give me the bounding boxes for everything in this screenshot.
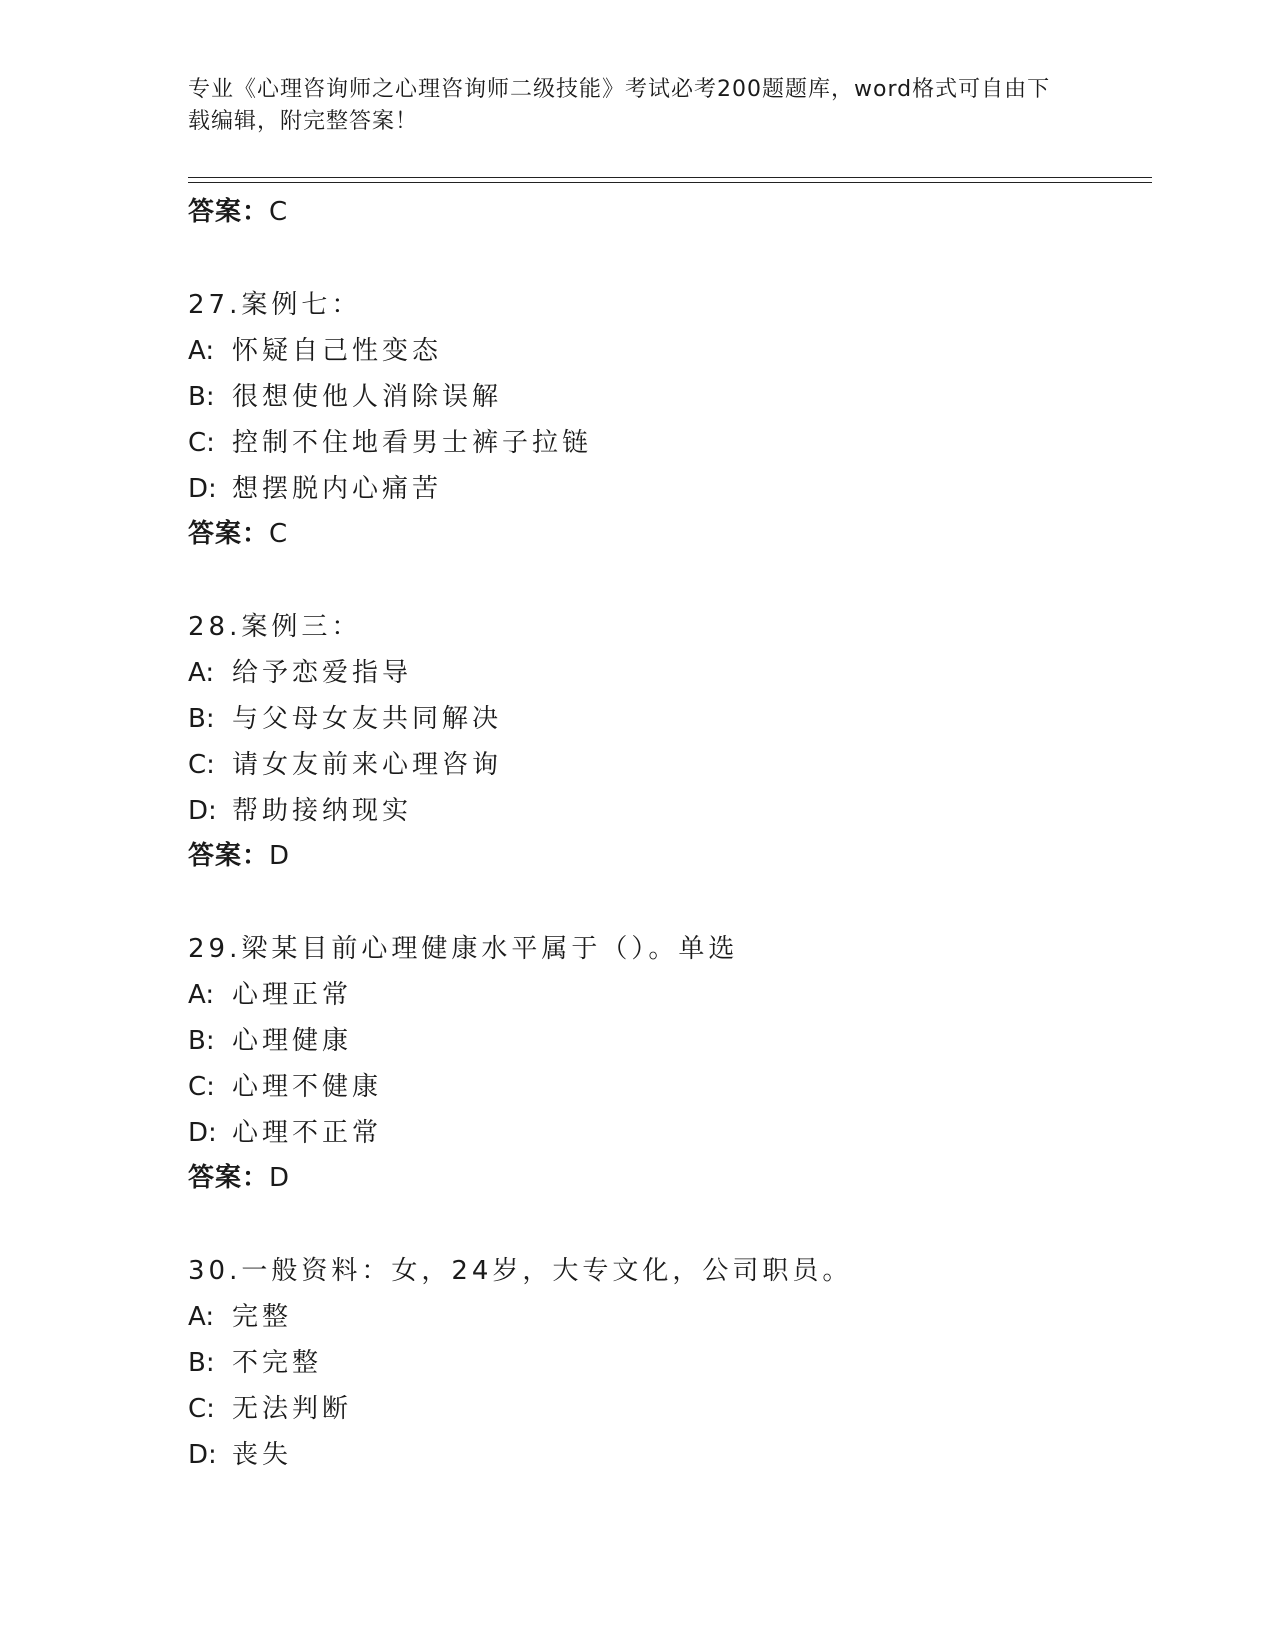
answer-value: C [269, 519, 289, 549]
option-text: 怀疑自己性变态 [232, 336, 443, 366]
answer-value: D [269, 841, 291, 871]
question-block [188, 282, 1148, 556]
option-b [188, 1340, 1148, 1386]
option-key: D: [188, 474, 217, 504]
answer-value: C [269, 197, 289, 227]
answer-line [188, 190, 1148, 234]
option-c [188, 1064, 1148, 1110]
option-key: C: [188, 1394, 215, 1424]
answer-label: 答案： [188, 1163, 270, 1193]
option-text: 心理正常 [232, 980, 353, 1010]
question-block [188, 926, 1148, 1200]
question-title: 30.一般资料：女，24岁，大专文化，公司职员。 [188, 1256, 853, 1286]
option-text: 无法判断 [232, 1394, 353, 1424]
option-a [188, 328, 1148, 374]
option-key: A: [188, 658, 215, 688]
option-key: A: [188, 1302, 215, 1332]
option-d [188, 466, 1148, 512]
option-c [188, 420, 1148, 466]
header-rule-top [188, 177, 1152, 178]
option-key: B: [188, 1026, 215, 1056]
option-text: 帮助接纳现实 [232, 796, 413, 826]
answer-label: 答案： [188, 197, 270, 227]
question-block [188, 1248, 1148, 1478]
option-key: D: [188, 1118, 217, 1148]
option-key: C: [188, 428, 215, 458]
option-text: 心理不健康 [232, 1072, 383, 1102]
option-key: D: [188, 796, 217, 826]
option-key: A: [188, 980, 215, 1010]
option-text: 请女友前来心理咨询 [232, 750, 503, 780]
question-list [188, 190, 1148, 1478]
option-c [188, 742, 1148, 788]
option-text: 心理健康 [232, 1026, 353, 1056]
option-b [188, 696, 1148, 742]
question-title: 28.案例三： [188, 612, 362, 642]
option-text: 控制不住地看男士裤子拉链 [232, 428, 593, 458]
answer-line [188, 1156, 1148, 1200]
question-title: 27.案例七： [188, 290, 362, 320]
option-key: A: [188, 336, 215, 366]
question-block [188, 604, 1148, 878]
answer-value: D [269, 1163, 291, 1193]
option-key: B: [188, 1348, 215, 1378]
option-a [188, 650, 1148, 696]
option-key: C: [188, 750, 215, 780]
option-b [188, 1018, 1148, 1064]
option-key: B: [188, 382, 215, 412]
option-text: 想摆脱内心痛苦 [232, 474, 443, 504]
option-a [188, 972, 1148, 1018]
option-d [188, 788, 1148, 834]
option-c [188, 1386, 1148, 1432]
answer-label: 答案： [188, 841, 270, 871]
option-b [188, 374, 1148, 420]
option-text: 给予恋爱指导 [232, 658, 413, 688]
option-key: C: [188, 1072, 215, 1102]
option-a [188, 1294, 1148, 1340]
document-header: 专业《心理咨询师之心理咨询师二级技能》考试必考200题题库，word格式可自由下载编辑，附完整答案！ [188, 77, 1051, 134]
answer-line [188, 512, 1148, 556]
option-text: 与父母女友共同解决 [232, 704, 503, 734]
answer-label: 答案： [188, 519, 270, 549]
option-key: D: [188, 1440, 217, 1470]
header-rule-bottom [188, 182, 1152, 183]
option-d [188, 1110, 1148, 1156]
option-d [188, 1432, 1148, 1478]
option-text: 不完整 [232, 1348, 323, 1378]
answer-line [188, 834, 1148, 878]
option-text: 心理不正常 [232, 1118, 383, 1148]
option-key: B: [188, 704, 215, 734]
option-text: 完整 [232, 1302, 293, 1332]
question-title: 29.梁某目前心理健康水平属于（）。单选 [188, 934, 739, 964]
option-text: 很想使他人消除误解 [232, 382, 503, 412]
option-text: 丧失 [232, 1440, 293, 1470]
